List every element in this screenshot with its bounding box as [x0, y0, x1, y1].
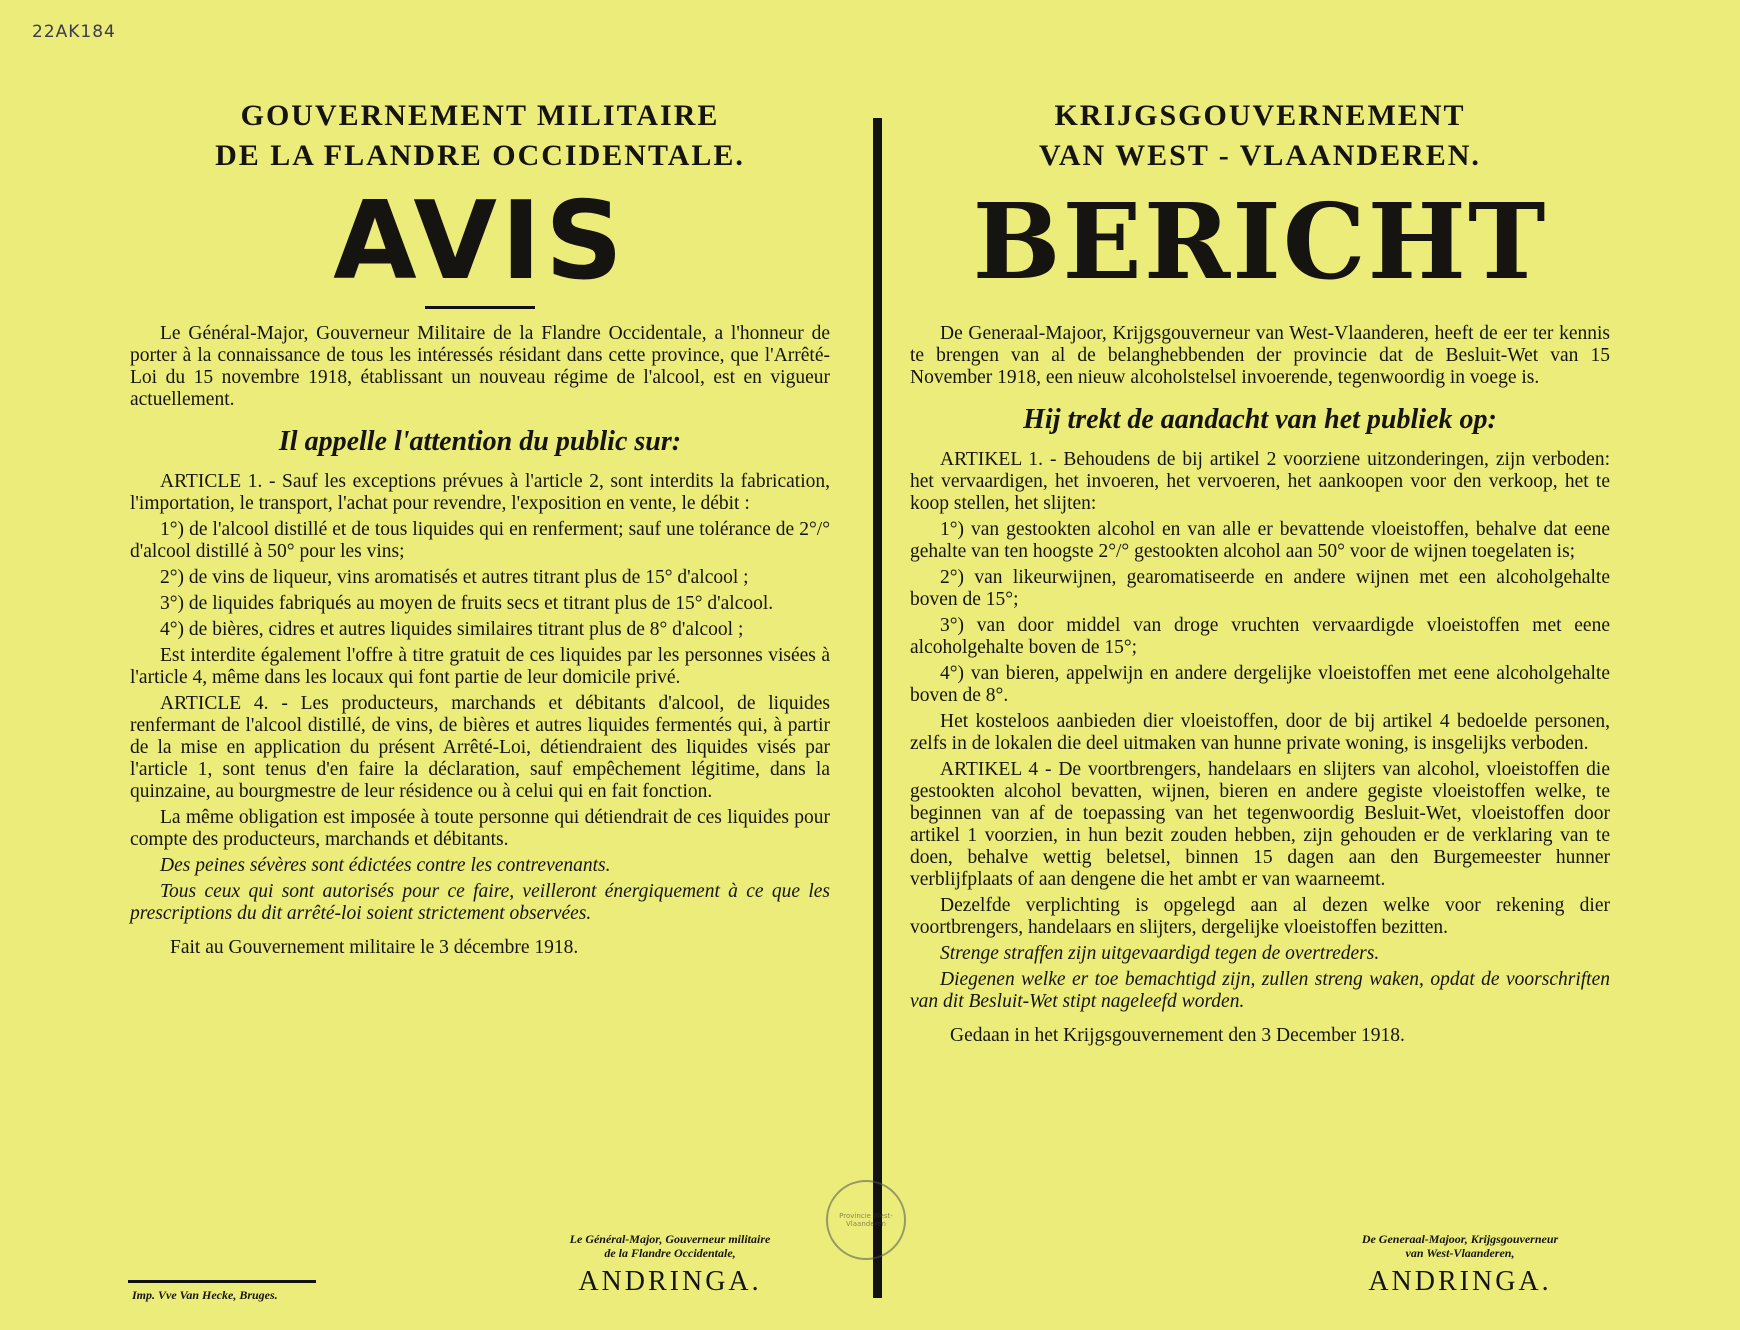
notice-title: AVIS — [333, 179, 627, 304]
imprint-rule — [128, 1280, 316, 1283]
intro-paragraph: De Generaal-Majoor, Krijgsgouverneur van West-Vlaanderen, heeft de eer ter kennis te brengen van al de belanghebbenden der provincie dat de Besluit-Wet van 15 November 1918, een nieuw alcoholstelsel invoerende, tegenwoordig in voege is. — [910, 323, 1610, 388]
article-1-item-4: 4°) van bieren, appelwijn en andere dergelijke vloeistoffen met eene alcoholgehalte boven de 8°. — [910, 663, 1610, 706]
signature-title-line-1: Le Général-Major, Gouverneur militaire — [569, 1232, 771, 1246]
obligation-paragraph: Dezelfde verplichting is opgelegd aan al dezen welke voor rekening dier voortbrengers, handelaars en slijters, dergelijke vloeistoffen bezitten. — [910, 895, 1610, 938]
penalties-paragraph: Strenge straffen zijn uitgevaardigd tegen de overtreders. — [940, 943, 1380, 964]
article-1-item-2: 2°) van likeurwijnen, gearomatiseerde en andere wijnen met een alcoholgehalte boven de 15°; — [910, 567, 1610, 610]
article-1-item-3: 3°) van door middel van droge vruchten vervaardigde vloeistoffen met eene alcoholgehalte boven de 15°; — [910, 615, 1610, 658]
authority-line-2: VAN WEST - VLAANDEREN. — [1039, 139, 1481, 172]
dated-at: Fait au Gouvernement militaire le 3 décembre 1918. — [170, 937, 579, 958]
authority-line-2: DE LA FLANDRE OCCIDENTALE. — [215, 139, 745, 172]
article-1-item-4: 4°) de bières, cidres et autres liquides similaires titrant plus de 8° d'alcool ; — [160, 619, 744, 640]
authority-line-1: GOUVERNEMENT MILITAIRE — [240, 99, 720, 132]
archive-stamp: Provincie West-Vlaanderen — [826, 1180, 906, 1260]
signature-title-line-2: de la Flandre Occidentale, — [604, 1246, 736, 1260]
attention-heading: Il appelle l'attention du public sur: — [278, 426, 682, 457]
article-1-item-3: 3°) de liquides fabriqués au moyen de fruits secs et titrant plus de 15° d'alcool. — [160, 593, 774, 614]
notice-title: BERICHT — [972, 180, 1548, 303]
intro-paragraph: Le Général-Major, Gouverneur Militaire de la Flandre Occidentale, a l'honneur de porter à la connaissance de tous les intéressés résidant dans cette province, que l'Arrêté-Loi du 15 novembre 1918, établissant un nouveau régime de l'alcool, est en vigueur actuellement. — [130, 323, 830, 410]
article-4: ARTIKEL 4 - De voortbrengers, handelaars en slijters van alcohol, vloeistoffen die gestookten alcohol bevatten, wijnen, bieren en andere gegiste vloeistoffen welke, te beginnen van af de toepassing van het tegenwoordig Besluit-Wet, vloeistoffen door artikel 1 voorzien, in hun bezit zouden hebben, zijn gehouden er de verklaring van te doen, behalve wettig beletsel, binnen 15 dagen aan den Burgemeester hunner verblijfplaats of aan dengene die het ambt er van waarneemt. — [910, 759, 1610, 890]
article-1-item-1: 1°) de l'alcool distillé et de tous liquides qui en renferment; sauf une tolérance de 2°/° d'alcool distillé à 50° pour les vins; — [130, 519, 830, 562]
article-1-item-1: 1°) van gestookten alcohol en van alle er bevattende vloeistoffen, behalve dat eene gehalte van ten hoogste 2°/° gestookten alcohol aan 50° voor de wijnen toegelaten is; — [910, 519, 1610, 562]
signature-title-line-1: De Generaal-Majoor, Krijgsgouverneur — [1361, 1232, 1559, 1246]
article-1: ARTIKEL 1. - Behoudens de bij artikel 2 voorziene uitzonderingen, zijn verboden: het vervaardigen, het invoeren, het vervoeren, het aankoopen voor den verkoop, het te koop stellen, het slijten: — [910, 449, 1610, 514]
archive-reference: 22AK184 — [32, 22, 116, 42]
attention-heading: Hij trekt de aandacht van het publiek op: — [1023, 404, 1497, 435]
signature-title-line-2: van West-Vlaanderen, — [1405, 1246, 1515, 1260]
signature-name: ANDRINGA. — [578, 1266, 762, 1297]
obligation-paragraph: La même obligation est imposée à toute personne qui détiendrait de ces liquides pour compte des producteurs, marchands et débitants. — [130, 807, 830, 850]
article-1-item-2: 2°) de vins de liqueur, vins aromatisés et autres titrant plus de 15° d'alcool ; — [160, 567, 749, 588]
dated-at: Gedaan in het Krijgsgouvernement den 3 December 1918. — [950, 1025, 1405, 1046]
french-signature — [520, 1232, 820, 1298]
column-divider — [873, 118, 882, 1298]
authority-line-1: KRIJGSGOUVERNEMENT — [1054, 99, 1466, 132]
article-1: ARTICLE 1. - Sauf les exceptions prévues à l'article 2, sont interdits la fabrication, l'importation, le transport, l'achat pour revendre, l'exposition en vente, le débit : — [130, 471, 830, 514]
enforcement-paragraph: Tous ceux qui sont autorisés pour ce faire, veilleront énergiquement à ce que les prescriptions du dit arrêté-loi soient strictement observées. — [130, 881, 830, 924]
article-4: ARTICLE 4. - Les producteurs, marchands et débitants d'alcool, de liquides renfermant de l'alcool distillé, de vins, de bières et autres liquides fermentés qui, à partir de la mise en application du présent Arrêté-Loi, détiendraient des liquides visés par l'article 1, sont tenus d'en faire la déclaration, sauf empêchement légitime, dans la quinzaine, au bourgmestre de leur résidence ou à celui qui en fait fonction. — [130, 693, 830, 802]
dutch-column — [910, 96, 1610, 1047]
free-offer-paragraph: Est interdite également l'offre à titre gratuit de ces liquides par les personnes visées à l'article 4, même dans les locaux qui font partie de leur domicile privé. — [130, 645, 830, 688]
free-offer-paragraph: Het kosteloos aanbieden dier vloeistoffen, door de bij artikel 4 bedoelde personen, zelfs in de lokalen die deel uitmaken van hunne private woning, is insgelijks verboden. — [910, 711, 1610, 754]
title-rule — [425, 306, 535, 309]
dutch-signature — [1300, 1232, 1620, 1298]
enforcement-paragraph: Diegenen welke er toe bemachtigd zijn, zullen streng waken, opdat de voorschriften van dit Besluit-Wet stipt nageleefd worden. — [910, 969, 1610, 1012]
printer-imprint: Imp. Vve Van Hecke, Bruges. — [132, 1288, 278, 1302]
signature-name: ANDRINGA. — [1368, 1266, 1552, 1297]
penalties-paragraph: Des peines sévères sont édictées contre les contrevenants. — [160, 855, 611, 876]
french-column — [130, 96, 830, 959]
